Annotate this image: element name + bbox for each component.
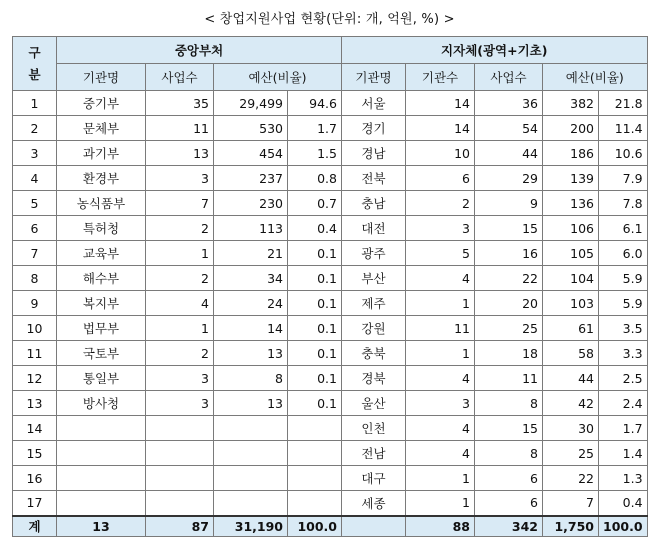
central-budget xyxy=(214,491,288,516)
row-number: 8 xyxy=(13,266,57,291)
table-row xyxy=(13,266,648,291)
local-agency: 경북 xyxy=(342,366,406,391)
table-row xyxy=(13,416,648,441)
central-ratio: 94.6 xyxy=(288,91,342,116)
central-projects: 2 xyxy=(146,341,214,366)
local-budget: 200 xyxy=(543,116,599,141)
central-projects: 35 xyxy=(146,91,214,116)
table-body xyxy=(13,91,648,516)
local-count: 4 xyxy=(406,416,475,441)
central-ratio: 0.7 xyxy=(288,191,342,216)
central-projects: 3 xyxy=(146,391,214,416)
central-ratio: 0.1 xyxy=(288,266,342,291)
local-projects: 25 xyxy=(475,316,543,341)
header-local-count: 기관수 xyxy=(406,64,475,91)
local-ratio: 1.4 xyxy=(599,441,648,466)
local-budget: 7 xyxy=(543,491,599,516)
row-number: 4 xyxy=(13,166,57,191)
local-agency: 울산 xyxy=(342,391,406,416)
local-budget: 136 xyxy=(543,191,599,216)
local-budget: 58 xyxy=(543,341,599,366)
central-projects: 7 xyxy=(146,191,214,216)
header-local-agency: 기관명 xyxy=(342,64,406,91)
local-projects: 11 xyxy=(475,366,543,391)
local-projects: 15 xyxy=(475,216,543,241)
local-count: 14 xyxy=(406,91,475,116)
local-count: 3 xyxy=(406,391,475,416)
total-central-agency: 13 xyxy=(57,516,146,537)
local-agency: 부산 xyxy=(342,266,406,291)
header-local-budget: 예산(비율) xyxy=(543,64,648,91)
local-budget: 25 xyxy=(543,441,599,466)
local-ratio: 5.9 xyxy=(599,291,648,316)
central-budget: 29,499 xyxy=(214,91,288,116)
local-ratio: 1.3 xyxy=(599,466,648,491)
total-label: 계 xyxy=(13,516,57,537)
local-count: 10 xyxy=(406,141,475,166)
local-agency: 경기 xyxy=(342,116,406,141)
local-count: 4 xyxy=(406,266,475,291)
startup-support-table xyxy=(12,36,648,537)
central-projects xyxy=(146,491,214,516)
local-agency: 전북 xyxy=(342,166,406,191)
total-local-ratio: 100.0 xyxy=(599,516,648,537)
central-agency: 농식품부 xyxy=(57,191,146,216)
central-agency: 교육부 xyxy=(57,241,146,266)
local-agency: 광주 xyxy=(342,241,406,266)
local-projects: 15 xyxy=(475,416,543,441)
local-agency: 충북 xyxy=(342,341,406,366)
local-agency: 세종 xyxy=(342,491,406,516)
local-projects: 20 xyxy=(475,291,543,316)
table-row xyxy=(13,316,648,341)
total-local-budget: 1,750 xyxy=(543,516,599,537)
central-ratio xyxy=(288,491,342,516)
central-ratio: 0.1 xyxy=(288,341,342,366)
central-agency xyxy=(57,441,146,466)
row-number: 9 xyxy=(13,291,57,316)
central-budget xyxy=(214,416,288,441)
header-central-projects: 사업수 xyxy=(146,64,214,91)
table-row xyxy=(13,366,648,391)
central-ratio: 0.1 xyxy=(288,366,342,391)
table-row xyxy=(13,241,648,266)
table-row xyxy=(13,191,648,216)
header-local: 지자체(광역+기초) xyxy=(342,37,648,64)
central-agency: 중기부 xyxy=(57,91,146,116)
row-number: 17 xyxy=(13,491,57,516)
local-ratio: 3.3 xyxy=(599,341,648,366)
header-gubun xyxy=(13,37,57,91)
row-number: 15 xyxy=(13,441,57,466)
central-budget xyxy=(214,441,288,466)
table-row xyxy=(13,466,648,491)
row-number: 16 xyxy=(13,466,57,491)
central-budget: 8 xyxy=(214,366,288,391)
central-ratio xyxy=(288,416,342,441)
central-projects xyxy=(146,441,214,466)
local-ratio: 10.6 xyxy=(599,141,648,166)
central-projects: 1 xyxy=(146,241,214,266)
central-budget: 237 xyxy=(214,166,288,191)
table-row xyxy=(13,116,648,141)
local-budget: 139 xyxy=(543,166,599,191)
local-projects: 8 xyxy=(475,441,543,466)
local-count: 14 xyxy=(406,116,475,141)
local-count: 4 xyxy=(406,441,475,466)
local-ratio: 3.5 xyxy=(599,316,648,341)
local-ratio: 0.4 xyxy=(599,491,648,516)
central-projects: 13 xyxy=(146,141,214,166)
local-count: 1 xyxy=(406,341,475,366)
central-ratio xyxy=(288,441,342,466)
table-row xyxy=(13,291,648,316)
local-ratio: 5.9 xyxy=(599,266,648,291)
local-ratio: 2.5 xyxy=(599,366,648,391)
local-ratio: 11.4 xyxy=(599,116,648,141)
local-count: 6 xyxy=(406,166,475,191)
local-projects: 44 xyxy=(475,141,543,166)
central-agency: 환경부 xyxy=(57,166,146,191)
central-projects xyxy=(146,466,214,491)
local-projects: 18 xyxy=(475,341,543,366)
header-central-agency: 기관명 xyxy=(57,64,146,91)
local-agency: 경남 xyxy=(342,141,406,166)
local-ratio: 6.0 xyxy=(599,241,648,266)
local-ratio: 2.4 xyxy=(599,391,648,416)
header-local-projects: 사업수 xyxy=(475,64,543,91)
local-count: 1 xyxy=(406,466,475,491)
local-projects: 16 xyxy=(475,241,543,266)
local-agency: 대구 xyxy=(342,466,406,491)
local-agency: 전남 xyxy=(342,441,406,466)
central-agency xyxy=(57,466,146,491)
local-agency: 제주 xyxy=(342,291,406,316)
total-central-ratio: 100.0 xyxy=(288,516,342,537)
central-projects: 11 xyxy=(146,116,214,141)
row-number: 10 xyxy=(13,316,57,341)
local-budget: 61 xyxy=(543,316,599,341)
local-ratio: 21.8 xyxy=(599,91,648,116)
central-agency: 복지부 xyxy=(57,291,146,316)
local-budget: 103 xyxy=(543,291,599,316)
row-number: 6 xyxy=(13,216,57,241)
central-agency: 방사청 xyxy=(57,391,146,416)
header-gubun-top: 구 xyxy=(28,44,41,60)
local-ratio: 7.9 xyxy=(599,166,648,191)
table-row xyxy=(13,441,648,466)
table-title: < 창업지원사업 현황(단위: 개, 억원, %) > xyxy=(204,12,455,27)
central-agency: 해수부 xyxy=(57,266,146,291)
header-central-budget: 예산(비율) xyxy=(214,64,342,91)
central-agency: 특허청 xyxy=(57,216,146,241)
local-projects: 29 xyxy=(475,166,543,191)
local-count: 2 xyxy=(406,191,475,216)
central-projects: 3 xyxy=(146,366,214,391)
central-agency: 과기부 xyxy=(57,141,146,166)
central-agency: 법무부 xyxy=(57,316,146,341)
row-number: 11 xyxy=(13,341,57,366)
local-budget: 105 xyxy=(543,241,599,266)
central-budget: 34 xyxy=(214,266,288,291)
local-budget: 104 xyxy=(543,266,599,291)
central-ratio: 1.5 xyxy=(288,141,342,166)
central-ratio: 0.1 xyxy=(288,316,342,341)
table-row xyxy=(13,491,648,516)
total-central-projects: 87 xyxy=(146,516,214,537)
local-ratio: 7.8 xyxy=(599,191,648,216)
local-count: 1 xyxy=(406,291,475,316)
central-budget xyxy=(214,466,288,491)
central-ratio: 0.4 xyxy=(288,216,342,241)
central-ratio: 1.7 xyxy=(288,116,342,141)
central-budget: 13 xyxy=(214,341,288,366)
total-local-agency xyxy=(342,516,406,537)
table-row xyxy=(13,91,648,116)
central-projects xyxy=(146,416,214,441)
local-budget: 186 xyxy=(543,141,599,166)
central-ratio: 0.1 xyxy=(288,241,342,266)
central-agency: 문체부 xyxy=(57,116,146,141)
local-count: 11 xyxy=(406,316,475,341)
central-budget: 230 xyxy=(214,191,288,216)
local-budget: 106 xyxy=(543,216,599,241)
table-row xyxy=(13,341,648,366)
row-number: 5 xyxy=(13,191,57,216)
total-row xyxy=(13,516,648,537)
local-projects: 22 xyxy=(475,266,543,291)
central-projects: 4 xyxy=(146,291,214,316)
central-agency: 통일부 xyxy=(57,366,146,391)
local-count: 4 xyxy=(406,366,475,391)
table-row xyxy=(13,391,648,416)
local-budget: 30 xyxy=(543,416,599,441)
central-ratio xyxy=(288,466,342,491)
table-row xyxy=(13,216,648,241)
row-number: 13 xyxy=(13,391,57,416)
central-budget: 113 xyxy=(214,216,288,241)
local-agency: 대전 xyxy=(342,216,406,241)
local-projects: 8 xyxy=(475,391,543,416)
central-projects: 1 xyxy=(146,316,214,341)
central-ratio: 0.8 xyxy=(288,166,342,191)
row-number: 12 xyxy=(13,366,57,391)
table-row xyxy=(13,141,648,166)
local-budget: 382 xyxy=(543,91,599,116)
local-budget: 22 xyxy=(543,466,599,491)
central-projects: 3 xyxy=(146,166,214,191)
row-number: 7 xyxy=(13,241,57,266)
central-budget: 454 xyxy=(214,141,288,166)
central-agency: 국토부 xyxy=(57,341,146,366)
row-number: 14 xyxy=(13,416,57,441)
local-agency: 서울 xyxy=(342,91,406,116)
central-projects: 2 xyxy=(146,216,214,241)
row-number: 3 xyxy=(13,141,57,166)
local-ratio: 1.7 xyxy=(599,416,648,441)
local-projects: 6 xyxy=(475,466,543,491)
local-projects: 54 xyxy=(475,116,543,141)
local-count: 3 xyxy=(406,216,475,241)
local-agency: 강원 xyxy=(342,316,406,341)
central-projects: 2 xyxy=(146,266,214,291)
central-agency xyxy=(57,491,146,516)
local-budget: 42 xyxy=(543,391,599,416)
row-number: 2 xyxy=(13,116,57,141)
total-central-budget: 31,190 xyxy=(214,516,288,537)
central-budget: 530 xyxy=(214,116,288,141)
central-budget: 13 xyxy=(214,391,288,416)
header-gubun-bottom: 분 xyxy=(28,66,41,82)
central-budget: 24 xyxy=(214,291,288,316)
local-ratio: 6.1 xyxy=(599,216,648,241)
central-ratio: 0.1 xyxy=(288,391,342,416)
total-local-count: 88 xyxy=(406,516,475,537)
local-projects: 6 xyxy=(475,491,543,516)
central-budget: 21 xyxy=(214,241,288,266)
local-count: 1 xyxy=(406,491,475,516)
table-row xyxy=(13,166,648,191)
local-agency: 충남 xyxy=(342,191,406,216)
local-projects: 36 xyxy=(475,91,543,116)
local-agency: 인천 xyxy=(342,416,406,441)
row-number: 1 xyxy=(13,91,57,116)
central-budget: 14 xyxy=(214,316,288,341)
local-count: 5 xyxy=(406,241,475,266)
total-local-projects: 342 xyxy=(475,516,543,537)
local-budget: 44 xyxy=(543,366,599,391)
central-ratio: 0.1 xyxy=(288,291,342,316)
local-projects: 9 xyxy=(475,191,543,216)
central-agency xyxy=(57,416,146,441)
header-central: 중앙부처 xyxy=(57,37,342,64)
